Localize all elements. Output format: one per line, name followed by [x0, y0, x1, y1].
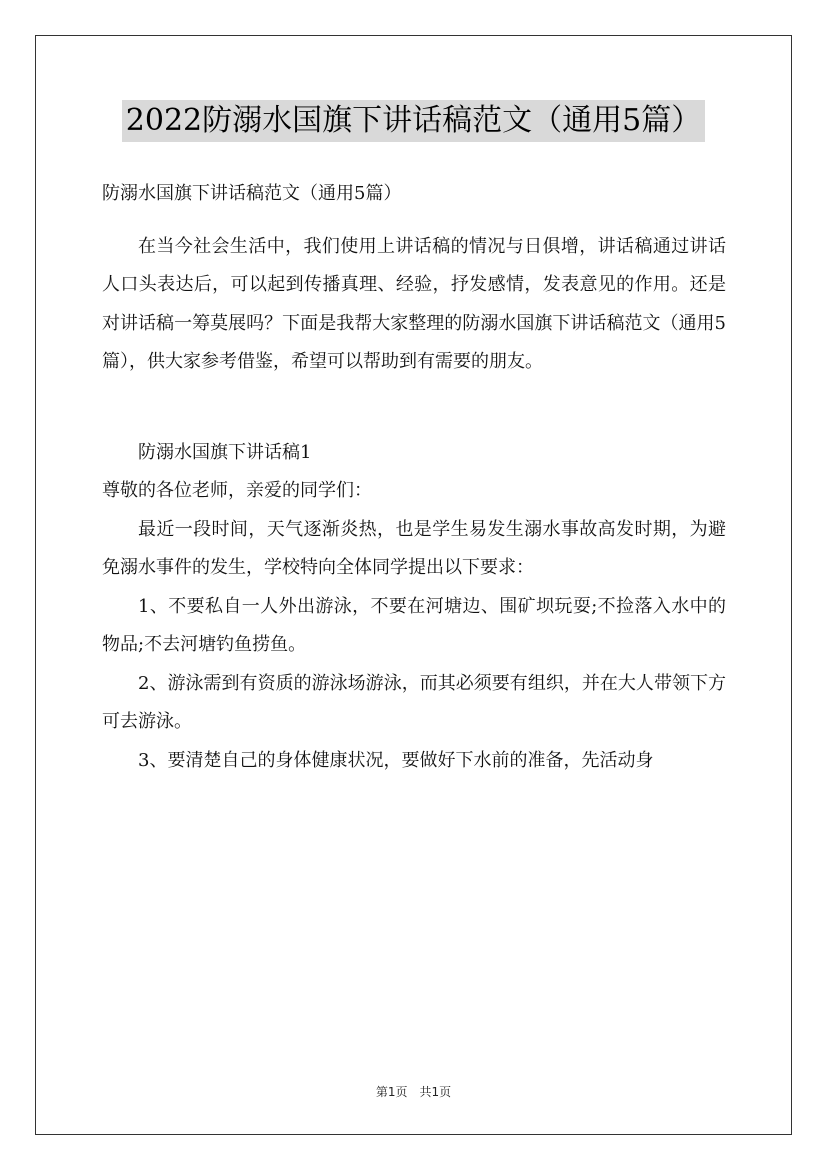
page-footer [0, 1083, 827, 1100]
page-number: 第1页 [375, 1085, 408, 1099]
document-body [102, 175, 726, 780]
body-paragraph: 2、游泳需到有资质的游泳场游泳，而其必须要有组织，并在大人带领下方可去游泳。 [102, 672, 726, 732]
page-total: 共1页 [419, 1085, 452, 1099]
greeting: 尊敬的各位老师，亲爱的同学们： [102, 480, 372, 501]
document-subtitle: 防溺水国旗下讲话稿范文（通用5篇） [102, 183, 402, 204]
document-title: 2022防溺水国旗下讲话稿范文（通用5篇） [122, 100, 705, 142]
body-paragraph: 3、要清楚自己的身体健康状况，要做好下水前的准备，先活动身 [138, 749, 654, 771]
body-paragraph: 最近一段时间，天气逐渐炎热，也是学生易发生溺水事故高发时期，为避免溺水事件的发生，学校特向全体同学提出以下要求： [102, 518, 726, 578]
section-heading: 防溺水国旗下讲话稿1 [138, 441, 312, 463]
body-paragraph: 1、不要私自一人外出游泳，不要在河塘边、围矿坝玩耍;不捡落入水中的物品;不去河塘钓鱼捞鱼。 [102, 595, 726, 655]
intro-paragraph: 在当今社会生活中，我们使用上讲话稿的情况与日俱增，讲话稿通过讲话人口头表达后，可以起到传播真理、经验，抒发感情，发表意见的作用。还是对讲话稿一筹莫展吗？下面是我帮大家整理的防溺水国旗下讲话稿范文（通用5篇），供大家参考借鉴，希望可以帮助到有需要的朋友。 [102, 235, 726, 372]
title-wrap [0, 100, 827, 142]
blank-spacer [102, 382, 726, 434]
